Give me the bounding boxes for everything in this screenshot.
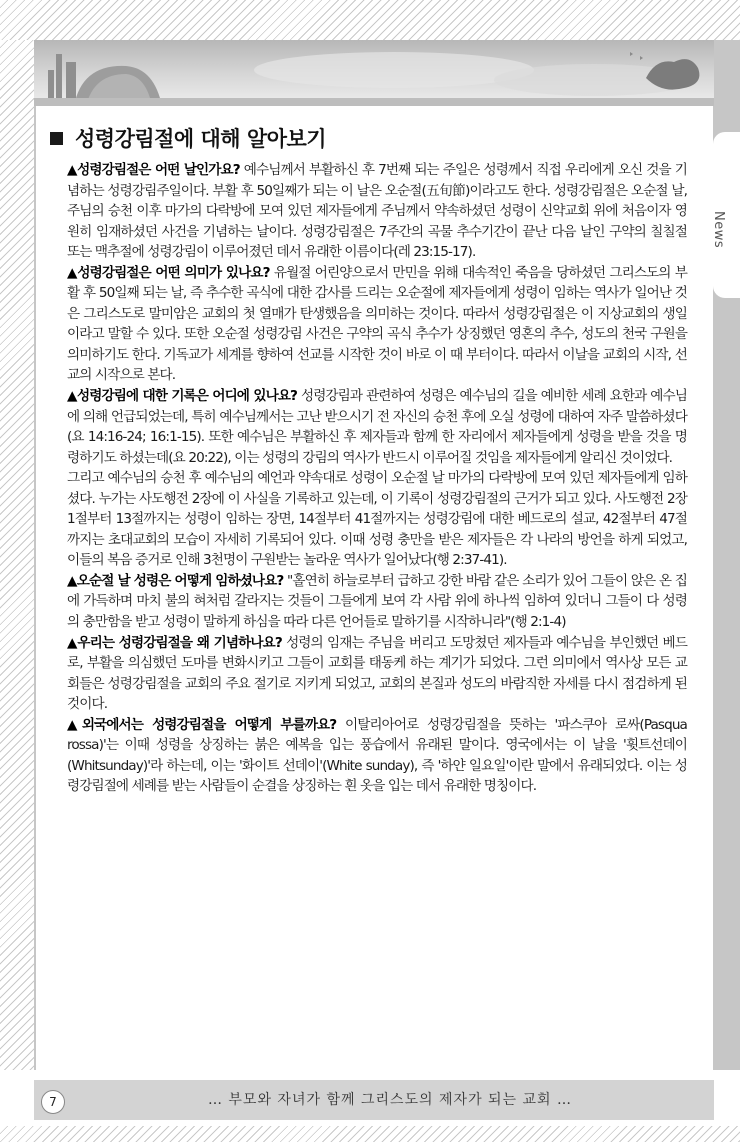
article-paragraph <box>67 715 687 797</box>
footer-tagline: … 부모와 자녀가 함께 그리스도의 제자가 되는 교회 … <box>207 1092 573 1108</box>
article-paragraph <box>67 571 687 633</box>
side-tab-label: News <box>711 211 726 249</box>
paragraph-text: 성령의 임재는 주님을 버리고 도망쳤던 제자들과 예수님을 부인했던 베드로, 부활을 의심했던 도마를 변화시키고 그들이 교회를 태동케 하는 계기가 되었다. 그런 의미에서 역사상 모든 교회들은 성령강림절을 교회의 주요 절기로 지키게 되었고, 교회의 본질과 성도의 바람직한 자세를 다시 점검하게 된 것이다. <box>67 634 688 713</box>
paragraph-text: 유월절 어린양으로서 만민을 위해 대속적인 죽음을 당하셨던 그리스도의 부활 후 50일째 되는 날, 즉 추수한 곡식에 대한 감사를 드리는 오순절에 제자들에게 성령이 임하는 역사가 일어난 것은 그리스도로 말미암은 교회의 첫 열매가 탄생했음을 의미하는 것이다. 따라서 성령강림절은 이 지상교회의 생일이라고 말할 수 있다. 또한 오순절 성령강림 사건은 구약의 곡식 추수가 상징했던 영혼의 추수, 성도의 천국 구원을 의미하기도 한다. 기독교가 세계를 향하여 선교를 시작한 것이 바로 이 때 부터이다. 따라서 이날을 교회의 시작, 선교의 시작으로 본다. <box>67 264 688 384</box>
bullet-square-icon <box>50 132 63 145</box>
page-number-badge: 7 <box>41 1090 65 1114</box>
header-banner-image <box>34 40 714 106</box>
top-hatch-border <box>0 0 740 40</box>
skyline-illustration <box>34 40 714 106</box>
paragraph-text: 그리고 예수님의 승천 후 예수님의 예언과 약속대로 성령이 오순절 날 마가의 다락방에 모여 있던 제자들에게 임하셨다. 누가는 사도행전 2장에 이 사실을 기록하고 있는데, 이 기록이 성령강림절의 근거가 되고 있다. 사도행전 2장 1절부터 13절까지는 성령이 임하는 장면, 14절부터 41절까지는 성령강림에 대한 베드로의 설교, 42절부터 47절까지는 초대교회의 모습이 자세히 기록되어 있다. 이때 성령 충만을 받은 제자들은 각 나라의 방언을 하게 되었고, 이들의 복음 증거로 인해 3천명이 구원받는 놀라운 역사가 일어났다(행 2:37-41). <box>67 470 687 569</box>
article-paragraph <box>67 633 687 715</box>
paragraph-text: 이탈리아어로 성령강림절을 뜻하는 '파스쿠아 로싸(Pasqua rossa)'는 이때 성령을 상징하는 붉은 예복을 입는 풍습에서 유래된 말이다. 영국에서는 이 날을 '휫트선데이(Whitsunday)'라 하는데, 이는 '화이트 선데이'(White sunday), 즉 '하얀 일요일'이란 말에서 유래되었다. 이는 성령강림절에 세례를 받는 사람들이 순결을 상징하는 흰 옷을 입는 데서 유래한 명칭이다. <box>67 716 687 795</box>
question-heading: ▲성령강림에 대한 기록은 어디에 있나요? <box>67 388 298 405</box>
question-heading: ▲우리는 성령강림절을 왜 기념하나요? <box>67 634 282 651</box>
left-hatch-border <box>0 40 34 1070</box>
paragraph-text: 성령강림과 관련하여 성령은 예수님의 길을 예비한 세례 요한과 예수님에 의해 언급되었는데, 특히 예수님께서는 고난 받으시기 전 자신의 승천 후에 오실 성령에 대하여 자주 말씀하셨다(요 14:16-24; 16:1-15). 또한 예수님은 부활하신 후 제자들과 함께 한 자리에서 제자들에게 성령을 받을 것을 명령하기도 하셨는데(요 20:22), 이는 성령의 강림의 역사가 반드시 이루어질 것임을 제자들에게 알리신 것이었다. <box>67 388 687 466</box>
article-paragraph <box>67 386 687 468</box>
article-paragraph <box>67 263 687 386</box>
paragraph-text: "홀연히 하늘로부터 급하고 강한 바람 같은 소리가 있어 그들이 앉은 온 집에 가득하며 마치 불의 혀처럼 갈라지는 것들이 그들에게 보여 각 사람 위에 하나씩 임하여 있더니 그들이 다 성령의 충만함을 받고 성령이 말하게 하심을 따라 다른 언어들로 말하기를 시작하니라"(행 2:1-4) <box>67 572 688 631</box>
paragraph-text: 예수님께서 부활하신 후 7번째 되는 주일은 성령께서 직접 우리에게 오신 것을 기념하는 성령강림주일이다. 부활 후 50일째가 되는 이 날은 오순절(五旬節)이라고도 한다. 성령강림절은 오순절 날, 주님의 승천 이후 마가의 다락방에 모여 있던 제자들에게 주님께서 약속하셨던 성령이 신약교회 위에 처음이자 영원히 임재하셨던 사건을 기념하는 날이다. 성령강림절은 7주간의 곡물 추수기간이 끝난 다음 날인 구약의 칠칠절 또는 맥추절에 성령강림이 이루어졌던 데서 유래한 이름이다(레 23:15-17). <box>67 162 687 261</box>
article-paragraph <box>67 468 687 571</box>
bottom-hatch-border <box>0 1126 740 1142</box>
question-heading: ▲성령강림절은 어떤 의미가 있나요? <box>67 264 270 281</box>
question-heading: ▲오순절 날 성령은 어떻게 임하셨나요? <box>67 572 284 589</box>
question-heading: ▲외국에서는 성령강림절을 어떻게 부를까요? <box>67 716 337 733</box>
article-body <box>67 160 687 797</box>
question-heading: ▲성령강림절은 어떤 날인가요? <box>67 162 240 178</box>
title-row <box>50 122 326 154</box>
article-paragraph <box>67 160 687 263</box>
page-title: 성령강림절에 대해 알아보기 <box>75 127 327 151</box>
